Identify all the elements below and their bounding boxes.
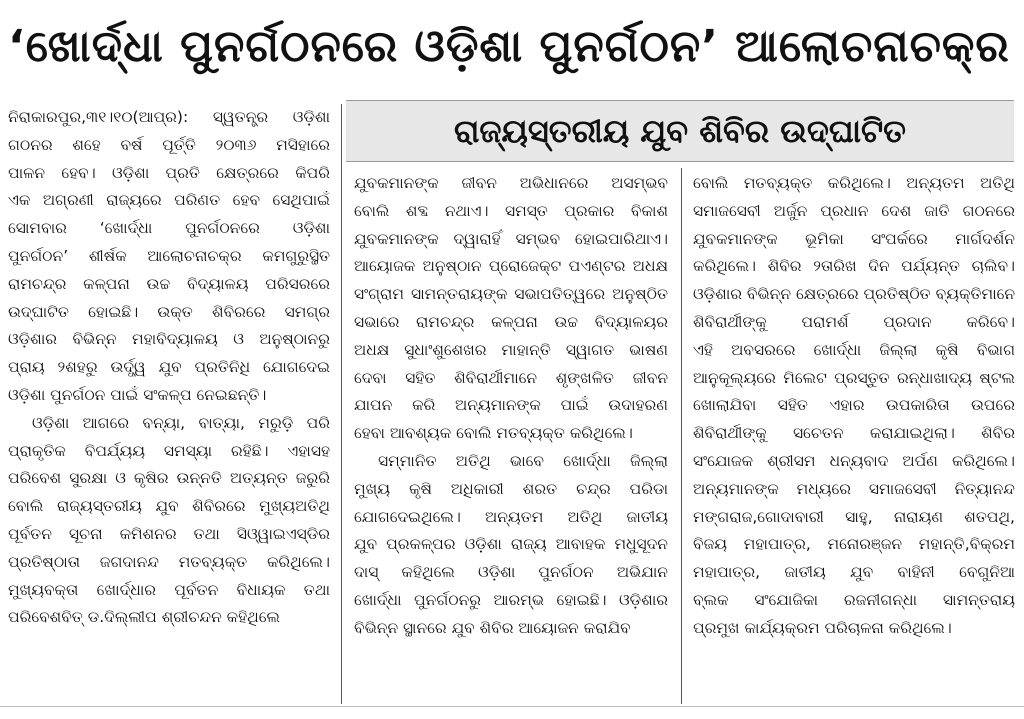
text-line: ପ୍ରମୁଖ କାର୍ଯ୍ୟକ୍ରମ ପରିଚାଳନା କରିଥିଲେ।	[693, 618, 952, 637]
text-line: ଅଧକ୍ଷ ସୁଧାଂଶୁଶେଖର ମାହାନ୍ତି ସ୍ୱାଗତ ଭାଷଣ	[354, 340, 668, 359]
article-column-1	[8, 104, 330, 632]
text-line: ସମାଜସେବୀ ଅର୍ଜୁନ ପ୍ରଧାନ ଦେଶ ଜାତି ଗଠନରେ	[693, 201, 1015, 220]
text-line: ଆୟୋଜକ ଅନୁଷ୍ଠାନ ପ୍ରୋଜେକ୍ଟ ପଏଣ୍ଟର ଅଧକ୍ଷ	[354, 257, 668, 276]
text-line: ପ୍ରତିଷ୍ଠାତା ଜଗଦାନନ୍ଦ ମତବ୍ୟକ୍ତ କରିଥିଲେ।	[8, 552, 330, 571]
text-line: ଅନ୍ୟମାନଙ୍କ ମଧ୍ୟରେ ସମାଜସେବୀ ନିତ୍ୟାନନ୍ଦ	[693, 479, 1015, 498]
text-line: ଯୁବ ପ୍ରକଳ୍ପର ଓଡ଼ିଶା ରାଜ୍ୟ ଆବାହକ ମଧୁସୂଦନ	[354, 535, 668, 554]
text-line: ଯୁବକମାନଙ୍କ ଭୂମିକା ସଂପର୍କରେ ମାର୍ଗଦର୍ଶନ	[693, 229, 1015, 248]
text-line: ଓଡ଼ିଶାର ବିଭିନ୍ନ କ୍ଷେତ୍ରରେ ପ୍ରତିଷ୍ଠିତ ବ୍ୟକ୍ତିମାନେ	[693, 285, 1015, 304]
text-line: ସଭାରେ ରାମଚନ୍ଦ୍ର କଳ୍ପନା ଉଚ୍ଚ ବିଦ୍ୟାଳୟର	[354, 312, 668, 331]
text-line: ଦାସ୍ କହିଥିଲେ ଓଡ଼ିଶା ପୁନର୍ଗଠନ ଅଭିଯାନ	[354, 563, 668, 582]
text-line: ପ୍ରାୟ ୨ଶହରୁ ଉର୍ଦ୍ଧ୍ୱ ଯୁବ ପ୍ରତିନିଧି ଯୋଗଦେଇ	[8, 358, 330, 377]
text-line: ଶିବିରାର୍ଥୀଙ୍କୁ ସଚେତନ କରାଯାଇଥିଲା। ଶିବିର	[693, 424, 1015, 443]
text-line: ପ୍ରାକୃତିକ ବିପର୍ଯ୍ୟୟ ସମସ୍ୟା ରହିଛି। ଏହାସହ	[8, 441, 330, 460]
text-line: ସୋମବାର ‘ଖୋର୍ଦ୍ଧା ପୁନର୍ଗଠନରେ ଓଡ଼ିଶା	[8, 219, 330, 238]
text-line: ଓଡ଼ିଶା ପୁନର୍ଗଠନ ପାଇଁ ସଂକଳ୍ପ ନେଇଛନ୍ତି।	[8, 385, 267, 404]
subhead-banner	[346, 100, 1014, 162]
text-line: ବିଜୟ ମହାପାତ୍ର, ମନୋରଞ୍ଜନ ମହାନ୍ତି,ବିକ୍ରମ	[693, 535, 1015, 554]
text-line: ଖୋଲାଯିବା ସହିତ ଏହାର ଉପକାରିତା ଉପରେ	[693, 396, 1015, 415]
article-column-2	[354, 170, 668, 643]
text-line: ମଙ୍ଗରାଜ,ଗୋଦାବାରୀ ସାହୁ, ନାରାୟଣ ଶତପଥି,	[693, 507, 1015, 526]
article-column-3	[693, 170, 1015, 643]
text-line: ପାଳନ ହେବ। ଓଡ଼ିଶା ପ୍ରତି କ୍ଷେତ୍ରରେ କିପରି	[8, 163, 330, 182]
text-line: ସଂଗ୍ରାମ ସାମନ୍ତରାୟଙ୍କ ସଭାପତିତ୍ୱରେ ଅନୁଷ୍ଠିତ	[354, 285, 668, 304]
text-line: ପୁନର୍ଗଠନ’ ଶୀର୍ଷକ ଆଲୋଚନାଚକ୍ର କମଗୁରୁସ୍ଥିତ	[8, 246, 330, 265]
text-line: ଦେବା ସହିତ ଶିବିରାର୍ଥୀମାନେ ଶୃଙ୍ଖଳିତ ଜୀବନ	[354, 368, 668, 387]
headline: ‘ଖୋର୍ଦ୍ଧା ପୁନର୍ଗଠନରେ ଓଡ଼ିଶା ପୁନର୍ଗଠନ’ ଆଲୋଚନାଚକ୍ର	[8, 21, 1010, 72]
text-line: ମୁଖ୍ୟ କୃଷି ଅଧିକାରୀ ଶରତ ଚନ୍ଦ୍ର ପରିଡା	[354, 479, 668, 498]
text-line: ବୋଲି ମତବ୍ୟକ୍ତ କରିଥିଲେ। ଅନ୍ୟତମ ଅତିଥି	[693, 174, 1015, 192]
text-line: ଏକ ଅଗ୍ରଣୀ ରାଜ୍ୟରେ ପରିଣତ ହେବ ସେଥିପାଇଁ	[8, 191, 330, 210]
text-line: ଯୋଗଦେଇଥିଲେ। ଅନ୍ୟତମ ଅତିଥି ଜାତୀୟ	[354, 507, 668, 526]
column-divider	[341, 104, 342, 704]
text-line: ଓଡ଼ିଶାର ବିଭିନ୍ନ ମହାବିଦ୍ୟାଳୟ ଓ ଅନୁଷ୍ଠାନରୁ	[8, 330, 330, 349]
text-line: ବୋଲି ଶବ୍ଦ ନଥାଏ। ସମସ୍ତ ପ୍ରକାର ବିକାଶ	[354, 201, 668, 220]
text-line: ଖୋର୍ଦ୍ଧା ପୁନର୍ଗଠନରୁ ଆରମ୍ଭ ହୋଇଛି। ଓଡ଼ିଶାର	[354, 590, 668, 609]
text-line: ଯୁବକମାନଙ୍କ ଦ୍ୱାରାହିଁ ସମ୍ଭବ ହୋଇପାରିଥାଏ।	[354, 229, 668, 248]
text-line: ସଂଯୋଜକ ଶ୍ରୀସମ ଧନ୍ୟବାଦ ଅର୍ପଣ କରିଥିଲେ।	[693, 451, 1015, 470]
text-line: ମହାପାତ୍ର, ଜାତୀୟ ଯୁବ ବାହିନୀ ବେଗୁନିଆ	[693, 563, 1015, 582]
text-line: ନିରାକାରପୁର,୩୧।୧୦(ଆପ୍ର): ସ୍ୱତନ୍ତ୍ର ଓଡ଼ିଶା	[8, 108, 330, 126]
text-line: ବ୍ଲକ ସଂଯୋଜିକା ରଜନୀଗନ୍ଧା ସାମନ୍ତରାୟ	[693, 590, 1015, 609]
text-line: ଶିବିରାର୍ଥୀଙ୍କୁ ପରାମର୍ଶ ପ୍ରଦାନ କରିବେ।	[693, 312, 1015, 331]
text-line: ହେବା ଆବଶ୍ୟକ ବୋଲି ମତବ୍ୟକ୍ତ କରିଥିଲେ।	[354, 424, 633, 443]
text-line: ପୂର୍ବତନ ସୂଚନା କମିଶନର ତଥା ସିଓ୍ୱାଇଏସ୍‌ଡିର	[8, 524, 330, 543]
subhead: ରାଜ୍ୟସ୍ତରୀୟ ଯୁବ ଶିବିର ଉଦ୍‌ଘାଟିତ	[453, 112, 906, 150]
text-line: ପରିବେଶ ସୁରକ୍ଷା ଓ କୃଷିର ଉନ୍ନତି ଅତ୍ୟନ୍ତ ଜରୁରି	[8, 469, 330, 488]
text-line: ମୁଖ୍ୟବକ୍ତା ଖୋର୍ଦ୍ଧାର ପୂର୍ବତନ ବିଧାୟକ ତଥା	[8, 580, 330, 599]
column-divider	[681, 168, 682, 704]
text-line: ଏହି ଅବସରରେ ଖୋର୍ଦ୍ଧା ଜିଲ୍ଲା କୃଷି ବିଭାଗ	[693, 340, 1015, 359]
text-line: ସମ୍ମାନିତ ଅତିଥି ଭାବେ ଖୋର୍ଦ୍ଧା ଜିଲ୍ଲା	[378, 451, 668, 470]
bottom-divider	[0, 706, 1024, 707]
text-line: ଓଡ଼ିଶା ଆଗରେ ବନ୍ୟା, ବାତ୍ୟା, ମରୁଡ଼ି ପରି	[32, 413, 330, 432]
text-line: ବିଭିନ୍ନ ସ୍ଥାନରେ ଯୁବ ଶିବିର ଆୟୋଜନ କରାଯିବ	[354, 618, 631, 637]
text-line: ଗଠନର ଶହେ ବର୍ଷ ପୂର୍ତ୍ତି ୨୦୩୬ ମସିହାରେ	[8, 135, 330, 154]
text-line: ପରିବେଶବିତ୍ ଡ.ଦିଲ୍ଲୀପ ଶ୍ରୀଚନ୍ଦନ କହିଥିଲେ	[8, 608, 281, 627]
text-line: ଆନୁକୂଲ୍ୟରେ ମିଲେଟ ପ୍ରସ୍ତୁତ ରନ୍ଧାଖାଦ୍ୟ ଷ୍ଟଲ	[693, 368, 1015, 387]
text-line: ରାମଚନ୍ଦ୍ର କଳ୍ପନା ଉଚ୍ଚ ବିଦ୍ୟାଳୟ ପରିସରରେ	[8, 274, 330, 293]
text-line: ବୋଲି ରାଜ୍ୟସ୍ତରୀୟ ଯୁବ ଶିବିରରେ ମୁଖ୍ୟଅତିଥି	[8, 497, 330, 516]
text-line: ଉଦ୍‌ଘାଟିତ ହୋଇଛି। ଉକ୍ତ ଶିବିରରେ ସମଗ୍ର	[8, 302, 330, 321]
text-line: ଯାପନ କରି ଅନ୍ୟମାନଙ୍କ ପାଇଁ ଉଦାହରଣ	[354, 396, 668, 415]
text-line: ଯୁବକମାନଙ୍କ ଜୀବନ ଅଭିଧାନରେ ଅସମ୍ଭବ	[354, 174, 668, 192]
text-line: କରିଥିଲେ। ଶିବିର ୨ତାରିଖ ଦିନ ପର୍ଯ୍ୟନ୍ତ ଚାଲିବ।	[693, 257, 1015, 276]
